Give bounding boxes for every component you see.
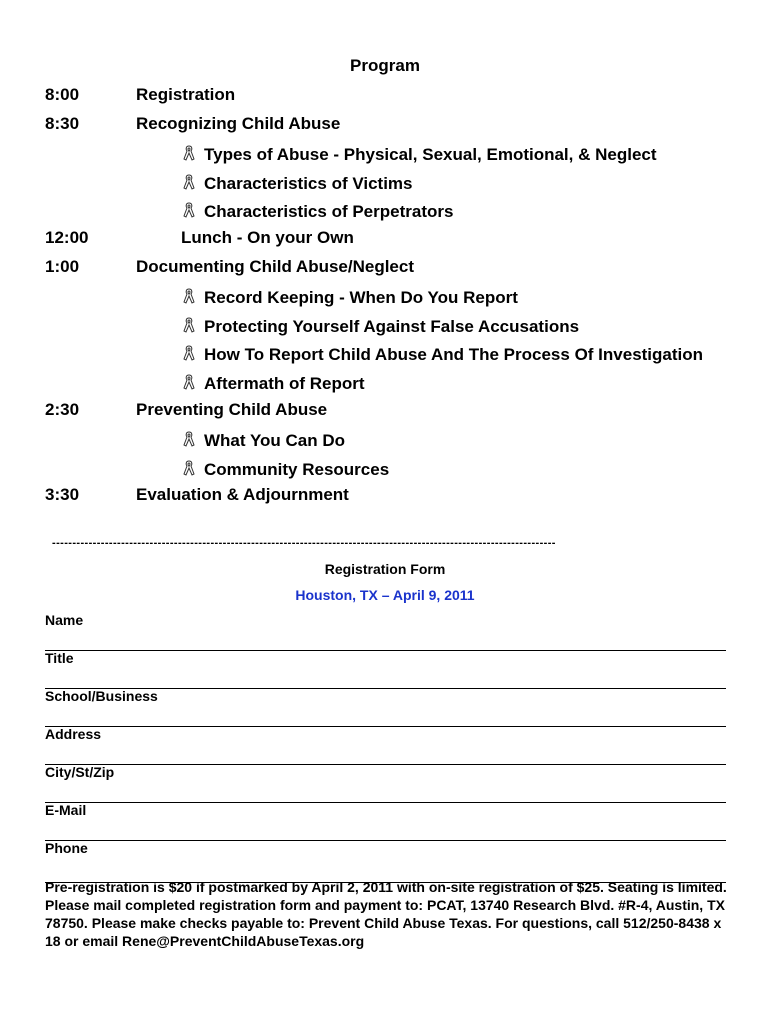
form-field-label: Name <box>45 612 84 628</box>
form-field-label: Title <box>45 650 74 666</box>
agenda-topic: Evaluation & Adjournment <box>136 485 349 505</box>
agenda-subitem-label: Aftermath of Report <box>204 373 365 393</box>
agenda-time: 1:00 <box>45 256 80 276</box>
agenda-subitem-label: What You Can Do <box>204 431 346 451</box>
program-title: Program <box>350 56 420 75</box>
form-field-label: Address <box>45 726 102 742</box>
form-field-title[interactable] <box>45 650 726 689</box>
form-field-label: School/Business <box>45 688 158 704</box>
agenda-subitem <box>45 141 745 170</box>
agenda-topic: Lunch - On your Own <box>181 227 354 247</box>
agenda-time: 12:00 <box>45 227 89 247</box>
agenda-subitem <box>45 170 745 199</box>
notice-price-preregistration: $20 <box>168 879 193 895</box>
agenda-subitem <box>45 198 745 227</box>
notice-text-2: if postmarked by April 2, 2011 with on-site registration of <box>192 879 577 895</box>
agenda-subitem-label: Characteristics of Perpetrators <box>204 202 454 222</box>
notice-price-onsite: $25 <box>576 879 600 895</box>
agenda-row <box>45 84 745 113</box>
agenda-subitem-label: Characteristics of Victims <box>204 173 413 193</box>
agenda-time: 2:30 <box>45 399 80 419</box>
form-field-label: Phone <box>45 840 88 856</box>
agenda-topic: Registration <box>136 85 236 104</box>
agenda-subitem-label: Types of Abuse - Physical, Sexual, Emotional, & Neglect <box>204 145 657 165</box>
notice-text-3: . Seating is limited. Please mail completed registration form and payment to: PCAT, 13740 Research Blvd. #R-4, Austin, TX 78750. Please make checks payable to: Prevent Child Abuse Texas. For questions, call 512/250-8438 x 18 or email Rene@PreventChildAbuseTexas.org <box>45 879 727 949</box>
form-field-label: City/St/Zip <box>45 764 115 780</box>
agenda-subitem-label: Record Keeping - When Do You Report <box>204 288 518 308</box>
ribbon-icon <box>182 431 196 447</box>
agenda-subitem <box>45 370 745 399</box>
notice-text-1: Pre-registration is <box>45 879 169 895</box>
agenda-subitem-label: How To Report Child Abuse And The Process Of Investigation <box>204 345 704 365</box>
agenda-subitem <box>45 427 745 456</box>
agenda-subitem <box>45 341 745 370</box>
form-field-e-mail[interactable] <box>45 802 726 841</box>
divider-line: ---------------------------------------------------------------------------------------------------------------------------- <box>52 537 556 549</box>
ribbon-icon <box>182 174 196 190</box>
agenda-row <box>45 256 745 285</box>
agenda-subitem <box>45 284 745 313</box>
agenda-topic: Recognizing Child Abuse <box>136 113 341 133</box>
ribbon-icon <box>182 288 196 304</box>
agenda-topic: Documenting Child Abuse/Neglect <box>136 256 415 276</box>
agenda-row <box>45 399 745 428</box>
form-field-city-st-zip[interactable] <box>45 764 726 803</box>
ribbon-icon <box>182 374 196 390</box>
ribbon-icon <box>182 460 196 476</box>
form-subtitle: Houston, TX – April 9, 2011 <box>295 587 475 603</box>
ribbon-icon <box>182 145 196 161</box>
agenda-row <box>45 113 745 142</box>
ribbon-icon <box>182 317 196 333</box>
form-field-label: E-Mail <box>45 802 87 818</box>
agenda-time: 8:00 <box>45 85 80 104</box>
agenda-subitem-label: Protecting Yourself Against False Accusations <box>204 316 580 336</box>
agenda-subitem <box>45 313 745 342</box>
ribbon-icon <box>182 345 196 361</box>
form-title: Registration Form <box>324 561 446 577</box>
form-field-address[interactable] <box>45 726 726 765</box>
agenda-subitem-label: Community Resources <box>204 459 390 479</box>
agenda <box>45 84 745 513</box>
agenda-row <box>45 484 745 513</box>
registration-notice <box>45 878 735 950</box>
agenda-row <box>45 227 745 256</box>
agenda-topic: Preventing Child Abuse <box>136 399 328 419</box>
agenda-time: 3:30 <box>45 485 80 505</box>
form-field-school-business[interactable] <box>45 688 726 727</box>
ribbon-icon <box>182 202 196 218</box>
form-field-phone[interactable] <box>45 840 726 883</box>
agenda-subitem <box>45 456 745 485</box>
form-field-name[interactable] <box>45 612 726 651</box>
agenda-time: 8:30 <box>45 113 80 133</box>
